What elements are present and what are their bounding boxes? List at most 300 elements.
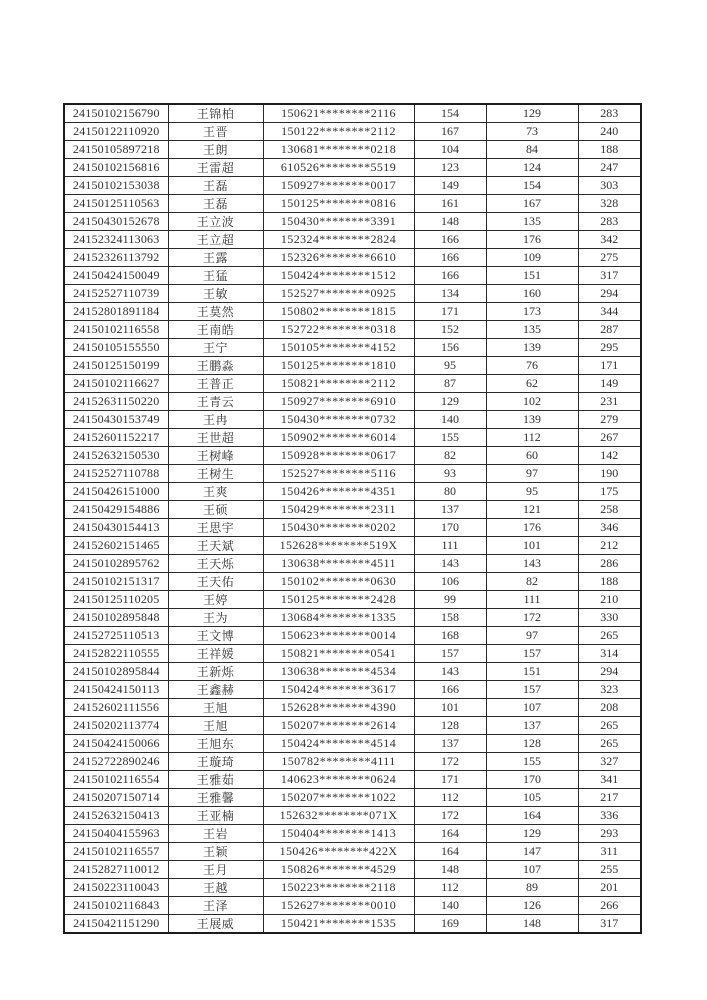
table-row — [64, 141, 641, 159]
cell-name: 王文博 — [168, 627, 263, 645]
cell-score1: 99 — [414, 591, 486, 609]
cell-exam-number: 24150102116558 — [64, 321, 168, 339]
table-row — [64, 915, 641, 934]
cell-exam-number: 24150102116843 — [64, 897, 168, 915]
cell-id-number: 150125********1810 — [263, 357, 414, 375]
cell-score2: 60 — [486, 447, 578, 465]
cell-total: 314 — [578, 645, 641, 663]
cell-name: 王岩 — [168, 825, 263, 843]
cell-score2: 102 — [486, 393, 578, 411]
cell-total: 265 — [578, 627, 641, 645]
cell-total: 265 — [578, 717, 641, 735]
cell-score2: 73 — [486, 123, 578, 141]
cell-name: 王朗 — [168, 141, 263, 159]
cell-name: 王鹏淼 — [168, 357, 263, 375]
cell-exam-number: 24150102895848 — [64, 609, 168, 627]
table-row — [64, 699, 641, 717]
table-row — [64, 807, 641, 825]
cell-name: 王雷超 — [168, 159, 263, 177]
cell-exam-number: 24152527110739 — [64, 285, 168, 303]
cell-score1: 158 — [414, 609, 486, 627]
cell-total: 295 — [578, 339, 641, 357]
cell-id-number: 150404********1413 — [263, 825, 414, 843]
cell-id-number: 150125********0816 — [263, 195, 414, 213]
table-row — [64, 753, 641, 771]
table-row — [64, 789, 641, 807]
table-row — [64, 393, 641, 411]
cell-score2: 172 — [486, 609, 578, 627]
cell-score2: 62 — [486, 375, 578, 393]
cell-total: 293 — [578, 825, 641, 843]
cell-id-number: 130638********4534 — [263, 663, 414, 681]
cell-score1: 134 — [414, 285, 486, 303]
cell-id-number: 150826********4529 — [263, 861, 414, 879]
table-row — [64, 609, 641, 627]
cell-id-number: 150902********6014 — [263, 429, 414, 447]
cell-score2: 135 — [486, 321, 578, 339]
cell-exam-number: 24152722890246 — [64, 753, 168, 771]
table-row — [64, 123, 641, 141]
cell-exam-number: 24150105155550 — [64, 339, 168, 357]
cell-exam-number: 24152827110012 — [64, 861, 168, 879]
cell-exam-number: 24150102116554 — [64, 771, 168, 789]
cell-exam-number: 24150125110205 — [64, 591, 168, 609]
cell-name: 王祥媛 — [168, 645, 263, 663]
cell-total: 317 — [578, 267, 641, 285]
table-row — [64, 501, 641, 519]
cell-score2: 147 — [486, 843, 578, 861]
cell-score1: 87 — [414, 375, 486, 393]
cell-score1: 171 — [414, 303, 486, 321]
cell-score2: 129 — [486, 104, 578, 123]
cell-id-number: 150122********2112 — [263, 123, 414, 141]
cell-id-number: 150426********4351 — [263, 483, 414, 501]
cell-score2: 160 — [486, 285, 578, 303]
cell-score2: 157 — [486, 681, 578, 699]
cell-name: 王天烁 — [168, 555, 263, 573]
cell-exam-number: 24150426151000 — [64, 483, 168, 501]
cell-exam-number: 24152801891184 — [64, 303, 168, 321]
table-row — [64, 339, 641, 357]
cell-total: 283 — [578, 104, 641, 123]
cell-exam-number: 24150102895844 — [64, 663, 168, 681]
cell-exam-number: 24150421151290 — [64, 915, 168, 934]
cell-score1: 129 — [414, 393, 486, 411]
cell-total: 267 — [578, 429, 641, 447]
table-row — [64, 627, 641, 645]
table-row — [64, 573, 641, 591]
cell-score1: 167 — [414, 123, 486, 141]
table-row — [64, 429, 641, 447]
cell-score1: 111 — [414, 537, 486, 555]
table-row — [64, 717, 641, 735]
cell-score2: 170 — [486, 771, 578, 789]
cell-exam-number: 24150125110563 — [64, 195, 168, 213]
cell-exam-number: 24150429154886 — [64, 501, 168, 519]
cell-score1: 155 — [414, 429, 486, 447]
cell-id-number: 150623********0014 — [263, 627, 414, 645]
table-row — [64, 375, 641, 393]
table-row — [64, 771, 641, 789]
cell-score2: 155 — [486, 753, 578, 771]
cell-id-number: 150207********2614 — [263, 717, 414, 735]
cell-total: 266 — [578, 897, 641, 915]
cell-total: 303 — [578, 177, 641, 195]
cell-score1: 152 — [414, 321, 486, 339]
cell-score2: 105 — [486, 789, 578, 807]
cell-name: 王旭东 — [168, 735, 263, 753]
cell-exam-number: 24150122110920 — [64, 123, 168, 141]
cell-name: 王亚楠 — [168, 807, 263, 825]
cell-score2: 151 — [486, 663, 578, 681]
cell-id-number: 150429********2311 — [263, 501, 414, 519]
cell-exam-number: 24152527110788 — [64, 465, 168, 483]
table-row — [64, 321, 641, 339]
table-row — [64, 645, 641, 663]
cell-exam-number: 24152632150530 — [64, 447, 168, 465]
cell-name: 王晋 — [168, 123, 263, 141]
cell-name: 王婷 — [168, 591, 263, 609]
cell-score1: 161 — [414, 195, 486, 213]
cell-score2: 143 — [486, 555, 578, 573]
cell-id-number: 130684********1335 — [263, 609, 414, 627]
results-table — [63, 103, 642, 934]
cell-score2: 84 — [486, 141, 578, 159]
cell-id-number: 152326********6610 — [263, 249, 414, 267]
cell-total: 201 — [578, 879, 641, 897]
cell-name: 王猛 — [168, 267, 263, 285]
cell-score2: 176 — [486, 519, 578, 537]
table-row — [64, 735, 641, 753]
cell-name: 王普正 — [168, 375, 263, 393]
cell-name: 王思宇 — [168, 519, 263, 537]
cell-score1: 106 — [414, 573, 486, 591]
cell-score1: 168 — [414, 627, 486, 645]
cell-score1: 112 — [414, 789, 486, 807]
cell-score1: 101 — [414, 699, 486, 717]
cell-exam-number: 24150102116557 — [64, 843, 168, 861]
cell-total: 341 — [578, 771, 641, 789]
table-row — [64, 213, 641, 231]
cell-id-number: 150927********6910 — [263, 393, 414, 411]
cell-exam-number: 24150430152678 — [64, 213, 168, 231]
cell-total: 344 — [578, 303, 641, 321]
cell-total: 342 — [578, 231, 641, 249]
cell-id-number: 150424********4514 — [263, 735, 414, 753]
cell-total: 175 — [578, 483, 641, 501]
cell-id-number: 130638********4511 — [263, 555, 414, 573]
cell-score1: 140 — [414, 411, 486, 429]
cell-name: 王露 — [168, 249, 263, 267]
cell-exam-number: 24150424150113 — [64, 681, 168, 699]
cell-name: 王雅茹 — [168, 771, 263, 789]
cell-score1: 140 — [414, 897, 486, 915]
cell-exam-number: 24150207150714 — [64, 789, 168, 807]
cell-score1: 164 — [414, 825, 486, 843]
cell-id-number: 150782********4111 — [263, 753, 414, 771]
cell-score2: 124 — [486, 159, 578, 177]
cell-name: 王展威 — [168, 915, 263, 934]
cell-total: 171 — [578, 357, 641, 375]
cell-exam-number: 24150125150199 — [64, 357, 168, 375]
cell-name: 王旭 — [168, 699, 263, 717]
cell-name: 王宁 — [168, 339, 263, 357]
cell-total: 330 — [578, 609, 641, 627]
cell-id-number: 152632********071X — [263, 807, 414, 825]
cell-name: 王世超 — [168, 429, 263, 447]
cell-score2: 151 — [486, 267, 578, 285]
cell-total: 188 — [578, 141, 641, 159]
cell-total: 294 — [578, 285, 641, 303]
table-row — [64, 897, 641, 915]
cell-name: 王泽 — [168, 897, 263, 915]
cell-score2: 126 — [486, 897, 578, 915]
cell-name: 王雅馨 — [168, 789, 263, 807]
table-row — [64, 483, 641, 501]
cell-exam-number: 24152326113792 — [64, 249, 168, 267]
cell-score2: 97 — [486, 627, 578, 645]
cell-name: 王立波 — [168, 213, 263, 231]
table-row — [64, 861, 641, 879]
cell-name: 王立超 — [168, 231, 263, 249]
table-row — [64, 303, 641, 321]
table-row — [64, 104, 641, 123]
cell-score1: 137 — [414, 501, 486, 519]
cell-name: 王锦柏 — [168, 104, 263, 123]
cell-total: 311 — [578, 843, 641, 861]
cell-total: 279 — [578, 411, 641, 429]
cell-name: 王树生 — [168, 465, 263, 483]
results-table-body — [64, 104, 641, 933]
cell-exam-number: 24150102116627 — [64, 375, 168, 393]
cell-score1: 157 — [414, 645, 486, 663]
cell-exam-number: 24150404155963 — [64, 825, 168, 843]
table-row — [64, 231, 641, 249]
cell-id-number: 150928********0617 — [263, 447, 414, 465]
cell-score1: 95 — [414, 357, 486, 375]
cell-name: 王莫然 — [168, 303, 263, 321]
table-row — [64, 465, 641, 483]
cell-score2: 89 — [486, 879, 578, 897]
cell-name: 王磊 — [168, 195, 263, 213]
cell-name: 王天佑 — [168, 573, 263, 591]
cell-name: 王新烁 — [168, 663, 263, 681]
cell-id-number: 152628********4390 — [263, 699, 414, 717]
cell-id-number: 150207********1022 — [263, 789, 414, 807]
cell-id-number: 140623********0624 — [263, 771, 414, 789]
cell-total: 255 — [578, 861, 641, 879]
cell-exam-number: 24150102156816 — [64, 159, 168, 177]
cell-exam-number: 24150424150049 — [64, 267, 168, 285]
cell-score1: 172 — [414, 753, 486, 771]
cell-id-number: 150125********2428 — [263, 591, 414, 609]
cell-exam-number: 24150424150066 — [64, 735, 168, 753]
cell-id-number: 150430********0732 — [263, 411, 414, 429]
cell-name: 王青云 — [168, 393, 263, 411]
cell-score2: 111 — [486, 591, 578, 609]
cell-total: 247 — [578, 159, 641, 177]
cell-exam-number: 24152324113063 — [64, 231, 168, 249]
cell-name: 王月 — [168, 861, 263, 879]
cell-exam-number: 24152631150220 — [64, 393, 168, 411]
cell-score1: 172 — [414, 807, 486, 825]
cell-id-number: 150802********1815 — [263, 303, 414, 321]
cell-score2: 97 — [486, 465, 578, 483]
cell-id-number: 150821********2112 — [263, 375, 414, 393]
cell-id-number: 150426********422X — [263, 843, 414, 861]
cell-score2: 82 — [486, 573, 578, 591]
cell-exam-number: 24150202113774 — [64, 717, 168, 735]
table-row — [64, 447, 641, 465]
cell-total: 231 — [578, 393, 641, 411]
cell-score2: 107 — [486, 861, 578, 879]
cell-score2: 128 — [486, 735, 578, 753]
cell-id-number: 152527********0925 — [263, 285, 414, 303]
cell-id-number: 150421********1535 — [263, 915, 414, 934]
cell-score1: 171 — [414, 771, 486, 789]
table-row — [64, 681, 641, 699]
cell-total: 317 — [578, 915, 641, 934]
cell-id-number: 130681********0218 — [263, 141, 414, 159]
cell-name: 王硕 — [168, 501, 263, 519]
cell-total: 217 — [578, 789, 641, 807]
cell-score1: 169 — [414, 915, 486, 934]
cell-score1: 166 — [414, 249, 486, 267]
cell-exam-number: 24150102156790 — [64, 104, 168, 123]
table-row — [64, 663, 641, 681]
cell-total: 336 — [578, 807, 641, 825]
cell-total: 240 — [578, 123, 641, 141]
cell-name: 王天斌 — [168, 537, 263, 555]
cell-id-number: 152527********5116 — [263, 465, 414, 483]
cell-score1: 148 — [414, 213, 486, 231]
cell-exam-number: 24152602151465 — [64, 537, 168, 555]
cell-total: 287 — [578, 321, 641, 339]
table-row — [64, 555, 641, 573]
cell-id-number: 150821********0541 — [263, 645, 414, 663]
cell-score1: 166 — [414, 231, 486, 249]
cell-score2: 129 — [486, 825, 578, 843]
table-row — [64, 825, 641, 843]
cell-name: 王敏 — [168, 285, 263, 303]
cell-score2: 101 — [486, 537, 578, 555]
cell-score2: 107 — [486, 699, 578, 717]
cell-id-number: 150424********1512 — [263, 267, 414, 285]
cell-exam-number: 24150105897218 — [64, 141, 168, 159]
cell-score1: 143 — [414, 663, 486, 681]
table-row — [64, 267, 641, 285]
cell-score1: 137 — [414, 735, 486, 753]
cell-total: 208 — [578, 699, 641, 717]
cell-total: 286 — [578, 555, 641, 573]
cell-score1: 112 — [414, 879, 486, 897]
cell-score2: 135 — [486, 213, 578, 231]
cell-exam-number: 24150223110043 — [64, 879, 168, 897]
cell-name: 王越 — [168, 879, 263, 897]
cell-score1: 143 — [414, 555, 486, 573]
cell-score2: 137 — [486, 717, 578, 735]
cell-exam-number: 24150430154413 — [64, 519, 168, 537]
cell-total: 210 — [578, 591, 641, 609]
cell-score1: 148 — [414, 861, 486, 879]
cell-score2: 109 — [486, 249, 578, 267]
cell-total: 265 — [578, 735, 641, 753]
cell-total: 188 — [578, 573, 641, 591]
cell-name: 王为 — [168, 609, 263, 627]
table-row — [64, 357, 641, 375]
cell-id-number: 150621********2116 — [263, 104, 414, 123]
cell-exam-number: 24152632150413 — [64, 807, 168, 825]
cell-score2: 157 — [486, 645, 578, 663]
cell-id-number: 150430********3391 — [263, 213, 414, 231]
cell-name: 王鑫赫 — [168, 681, 263, 699]
cell-exam-number: 24152725110513 — [64, 627, 168, 645]
table-row — [64, 591, 641, 609]
cell-name: 王树峰 — [168, 447, 263, 465]
cell-score1: 82 — [414, 447, 486, 465]
cell-score1: 166 — [414, 267, 486, 285]
cell-total: 346 — [578, 519, 641, 537]
cell-total: 212 — [578, 537, 641, 555]
cell-exam-number: 24150430153749 — [64, 411, 168, 429]
table-row — [64, 159, 641, 177]
cell-name: 王旭 — [168, 717, 263, 735]
cell-score1: 156 — [414, 339, 486, 357]
table-row — [64, 519, 641, 537]
cell-id-number: 152324********2824 — [263, 231, 414, 249]
cell-score2: 154 — [486, 177, 578, 195]
cell-score1: 128 — [414, 717, 486, 735]
table-row — [64, 879, 641, 897]
cell-total: 327 — [578, 753, 641, 771]
cell-score1: 80 — [414, 483, 486, 501]
cell-total: 283 — [578, 213, 641, 231]
cell-score2: 176 — [486, 231, 578, 249]
cell-score1: 164 — [414, 843, 486, 861]
cell-score1: 149 — [414, 177, 486, 195]
cell-exam-number: 24152601152217 — [64, 429, 168, 447]
cell-score1: 170 — [414, 519, 486, 537]
cell-name: 王冉 — [168, 411, 263, 429]
cell-exam-number: 24152822110555 — [64, 645, 168, 663]
cell-name: 王爽 — [168, 483, 263, 501]
cell-score2: 139 — [486, 411, 578, 429]
cell-score1: 123 — [414, 159, 486, 177]
cell-exam-number: 24150102895762 — [64, 555, 168, 573]
table-row — [64, 285, 641, 303]
cell-name: 王磊 — [168, 177, 263, 195]
cell-id-number: 152627********0010 — [263, 897, 414, 915]
table-row — [64, 249, 641, 267]
cell-total: 294 — [578, 663, 641, 681]
table-row — [64, 177, 641, 195]
cell-name: 王璇琦 — [168, 753, 263, 771]
cell-score2: 139 — [486, 339, 578, 357]
cell-score2: 76 — [486, 357, 578, 375]
cell-score1: 154 — [414, 104, 486, 123]
cell-total: 149 — [578, 375, 641, 393]
table-row — [64, 843, 641, 861]
cell-score2: 167 — [486, 195, 578, 213]
cell-id-number: 152628********519X — [263, 537, 414, 555]
cell-score1: 93 — [414, 465, 486, 483]
cell-name: 王南皓 — [168, 321, 263, 339]
cell-id-number: 150424********3617 — [263, 681, 414, 699]
cell-id-number: 150223********2118 — [263, 879, 414, 897]
cell-score2: 95 — [486, 483, 578, 501]
cell-score2: 148 — [486, 915, 578, 934]
table-row — [64, 537, 641, 555]
